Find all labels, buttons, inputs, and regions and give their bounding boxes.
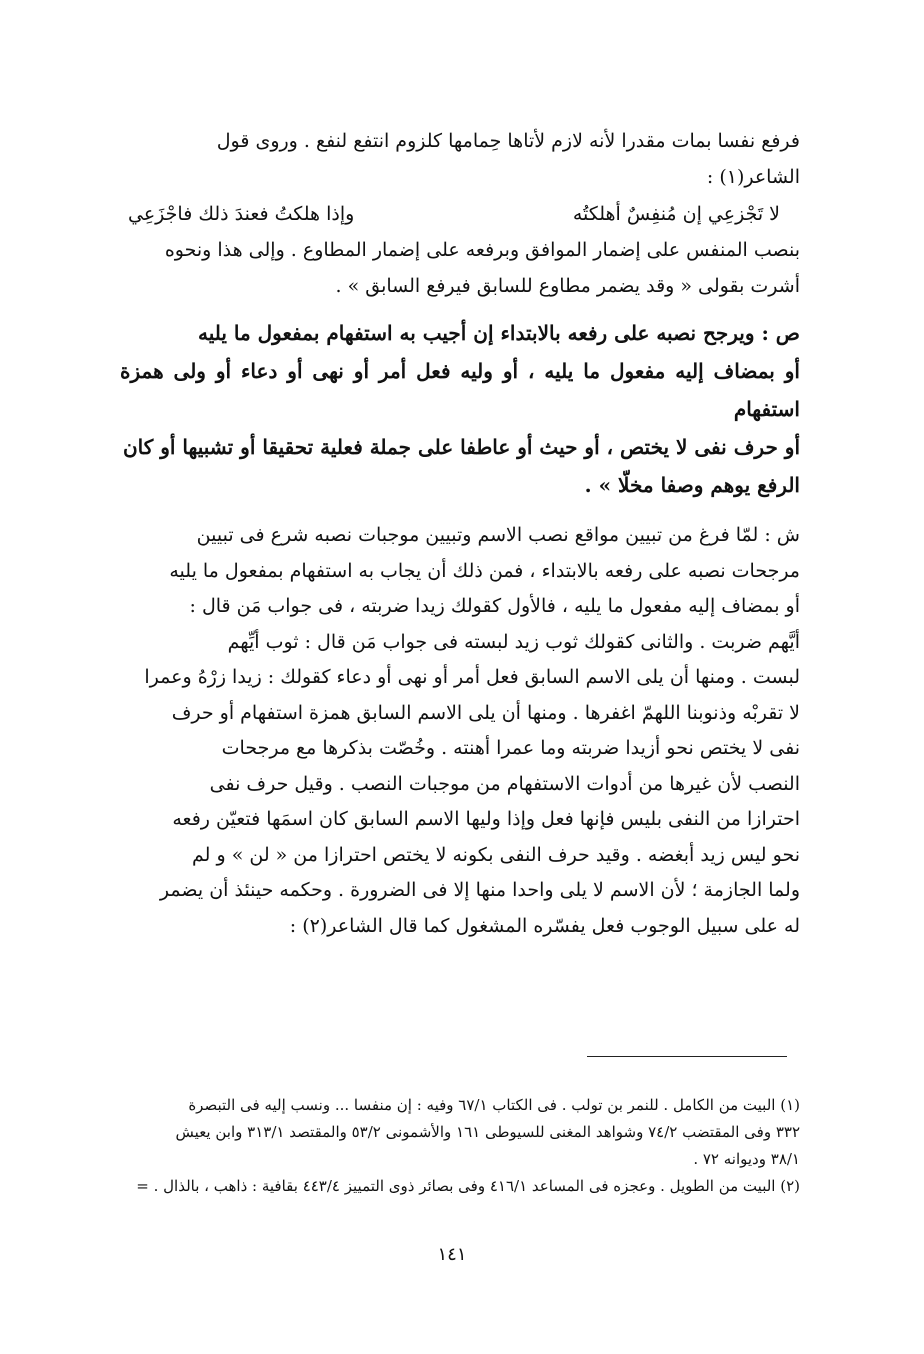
text-line: احترازا من النفى بليس فإنها فعل وإذا وليها الاسم السابق كان اسمَها فتعيّن رفعه (172, 808, 800, 830)
text-line: أو حرف نفى لا يختص ، أو حيث أو عاطفا على جملة فعلية تحقيقا أو تشبيها أو كان (122, 435, 800, 459)
text-line: مرجحات نصبه على رفعه بالابتداء ، فمن ذلك أن يجاب به استفهام بمفعول ما يليه (169, 559, 800, 582)
text-line: ولما الجازمة ؛ لأن الاسم لا يلى واحدا منها إلا فى الضرورة . وحكمه حينئذ أن يضمر (159, 879, 800, 901)
text-line: النصب لأن غيرها من أدوات الاستفهام من موجبات النصب . وقيل حرف نفى (209, 772, 800, 795)
text-line: لا تقربْه وذنوبنا اللهمّ اغفرها . ومنها أن يلى الاسم السابق همزة استفهام أو حرف (171, 701, 800, 724)
text-line: أشرت بقولى « وقد يضمر مطاوع للسابق فيرفع السابق » . (335, 274, 800, 297)
footnotes (120, 1092, 800, 1200)
verse-hemistich-first: لا تَجْزعِي إن مُنفِسٌ أهلكتُه (572, 203, 780, 225)
intro-paragraph (120, 124, 800, 195)
text-line: أيَّهم ضربت . والثانى كقولك ثوب زيد لبسته فى جواب مَن قال : ثوب أيِّهم (227, 630, 800, 653)
poetry-verse (120, 195, 800, 233)
text-line: نحو ليس زيد أبغضه . وقيد حرف النفى بكونه لا يختص احترازا من « لن » و لم (192, 843, 800, 866)
text-line: له على سبيل الوجوب فعل يفسّره المشغول كما قال الشاعر(٢) : (289, 914, 800, 937)
text-line: ش : لمّا فرغ من تبيين مواقع نصب الاسم وتبيين موجبات نصبه شرع فى تبيين (196, 524, 800, 546)
footnote-divider (587, 1056, 787, 1057)
text-line: الرفع يوهم وصفا مخلّا » . (584, 473, 800, 497)
footnote-line: (١) البيت من الكامل . للنمر بن تولب . فى الكتاب ٦٧/١ وفيه : إن منفسا ... ونسب إليه فى التبصرة (188, 1096, 800, 1114)
main-text (120, 124, 800, 944)
text-line: بنصب المنفس على إضمار الموافق وبرفعه على إضمار المطاوع . وإلى هذا ونحوه (164, 239, 800, 261)
text-line: لبست . ومنها أن يلى الاسم السابق فعل أمر أو نهى أو دعاء كقولك : زيدا زرْهُ وعمرا (144, 666, 800, 688)
sharh-paragraph (120, 518, 800, 944)
text-line: الشاعر(١) : (706, 165, 800, 188)
text-line: فرفع نفسا بمات مقدرا لأنه لازم لأتاها حِمامها كلزوم انتفع لنفع . وروى قول (216, 130, 800, 152)
footnote-line: ٣٨/١ وديوانه ٧٢ . (693, 1150, 800, 1168)
matn-paragraph (120, 314, 800, 504)
verse-commentary (120, 233, 800, 304)
verse-hemistich-second: وإذا هلكتُ فعندَ ذلك فاجْزَعِي (128, 203, 355, 225)
text-line: أو بمضاف إليه مفعول ما يليه ، أو وليه فعل أمر أو نهى أو دعاء أو ولى همزة استفهام (120, 359, 800, 421)
page-number: ١٤١ (437, 1244, 467, 1265)
text-line: ص : ويرجح نصبه على رفعه بالابتداء إن أجيب به استفهام بمفعول ما يليه (197, 321, 800, 345)
text-line: أو بمضاف إليه مفعول ما يليه ، فالأول كقولك زيدا ضربته ، فى جواب مَن قال : (189, 595, 800, 617)
footnote-line: ٣٣٢ وفى المقتضب ٧٤/٢ وشواهد المغنى للسيوطى ١٦١ والأشمونى ٥٣/٢ والمقتصد ٣١٣/١ وابن يعيش (175, 1123, 800, 1141)
text-line: نفى لا يختص نحو أزيدا ضربته وما عمرا أهنته . وخُصّت بذكرها مع مرجحات (221, 737, 800, 759)
footnote-line: (٢) البيت من الطويل . وعجزه فى المساعد ٤١٦/١ وفى بصائر ذوى التمييز ٤٤٣/٤ بقافية : ذاهب ، بالذال . = (136, 1177, 800, 1195)
